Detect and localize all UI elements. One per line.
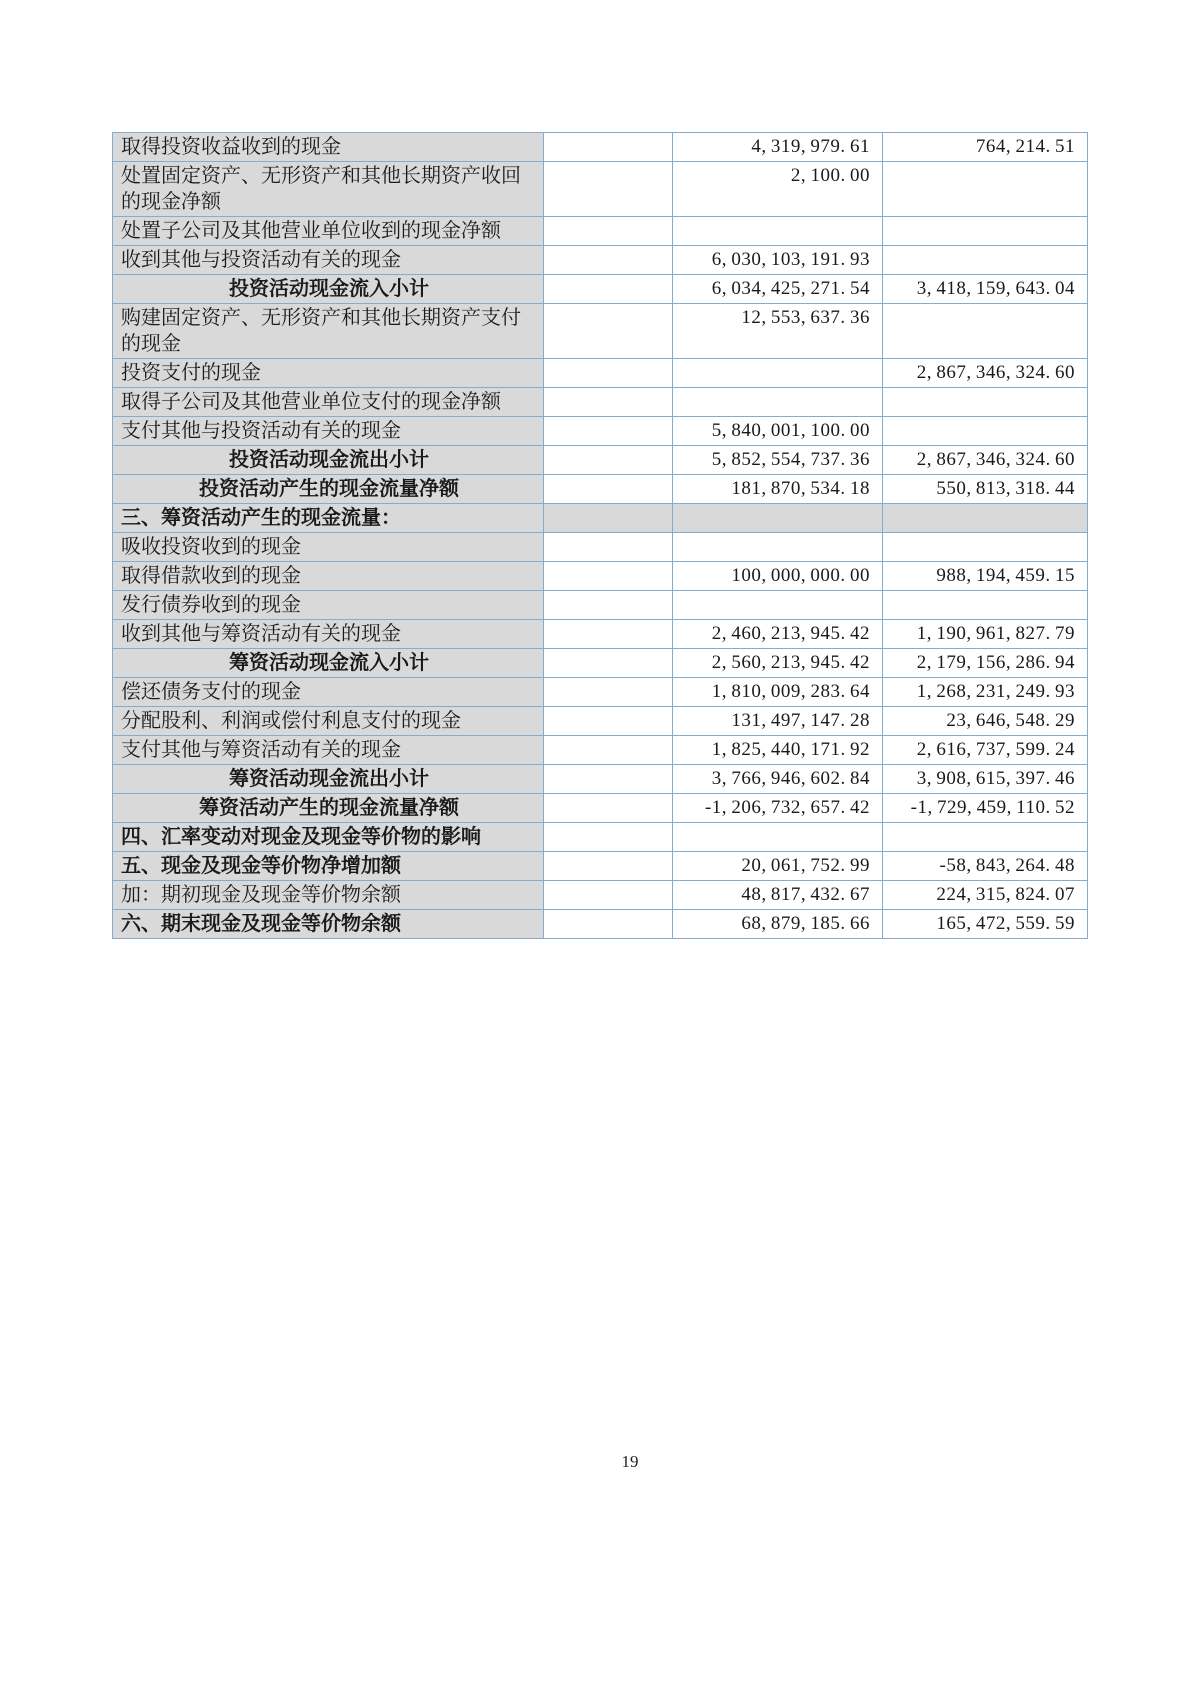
value-current-period: 2, 460, 213, 945. 42 bbox=[673, 620, 883, 649]
table-row bbox=[113, 881, 1088, 910]
value-prior-period: 2, 867, 346, 324. 60 bbox=[883, 446, 1088, 475]
blank-cell bbox=[544, 417, 673, 446]
value-current-period: 1, 825, 440, 171. 92 bbox=[673, 736, 883, 765]
row-label: 投资活动产生的现金流量净额 bbox=[113, 475, 544, 504]
value-current-period bbox=[673, 359, 883, 388]
value-current-period: 6, 030, 103, 191. 93 bbox=[673, 246, 883, 275]
value-current-period: 12, 553, 637. 36 bbox=[673, 304, 883, 359]
value-prior-period bbox=[883, 304, 1088, 359]
row-label: 取得借款收到的现金 bbox=[113, 562, 544, 591]
row-label: 四、汇率变动对现金及现金等价物的影响 bbox=[113, 823, 544, 852]
row-label: 处置子公司及其他营业单位收到的现金净额 bbox=[113, 217, 544, 246]
row-label: 取得子公司及其他营业单位支付的现金净额 bbox=[113, 388, 544, 417]
value-current-period: 48, 817, 432. 67 bbox=[673, 881, 883, 910]
value-prior-period: 550, 813, 318. 44 bbox=[883, 475, 1088, 504]
value-prior-period: 988, 194, 459. 15 bbox=[883, 562, 1088, 591]
row-label: 投资活动现金流入小计 bbox=[113, 275, 544, 304]
table-row bbox=[113, 246, 1088, 275]
row-label: 支付其他与投资活动有关的现金 bbox=[113, 417, 544, 446]
value-prior-period: 2, 616, 737, 599. 24 bbox=[883, 736, 1088, 765]
value-prior-period bbox=[883, 533, 1088, 562]
value-current-period: 5, 852, 554, 737. 36 bbox=[673, 446, 883, 475]
blank-cell bbox=[544, 388, 673, 417]
table-row bbox=[113, 910, 1088, 939]
blank-cell bbox=[544, 446, 673, 475]
table-row bbox=[113, 504, 1088, 533]
value-current-period: 131, 497, 147. 28 bbox=[673, 707, 883, 736]
table-row bbox=[113, 388, 1088, 417]
row-label: 五、现金及现金等价物净增加额 bbox=[113, 852, 544, 881]
blank-cell bbox=[544, 359, 673, 388]
value-current-period bbox=[673, 591, 883, 620]
value-prior-period bbox=[883, 591, 1088, 620]
blank-cell bbox=[544, 852, 673, 881]
table-row bbox=[113, 707, 1088, 736]
table-row bbox=[113, 275, 1088, 304]
page-number: 19 bbox=[621, 1452, 639, 1471]
table-row bbox=[113, 133, 1088, 162]
row-label: 处置固定资产、无形资产和其他长期资产收回的现金净额 bbox=[113, 162, 544, 217]
value-prior-period bbox=[883, 388, 1088, 417]
row-label: 发行债券收到的现金 bbox=[113, 591, 544, 620]
cash-flow-table bbox=[112, 132, 1088, 939]
row-label: 收到其他与筹资活动有关的现金 bbox=[113, 620, 544, 649]
value-current-period: 181, 870, 534. 18 bbox=[673, 475, 883, 504]
blank-cell bbox=[544, 475, 673, 504]
row-label: 三、筹资活动产生的现金流量： bbox=[113, 504, 544, 533]
value-current-period: 1, 810, 009, 283. 64 bbox=[673, 678, 883, 707]
value-prior-period: 764, 214. 51 bbox=[883, 133, 1088, 162]
table-row bbox=[113, 162, 1088, 217]
blank-cell bbox=[544, 910, 673, 939]
value-prior-period bbox=[883, 504, 1088, 533]
blank-cell bbox=[544, 794, 673, 823]
blank-cell bbox=[544, 649, 673, 678]
row-label: 加：期初现金及现金等价物余额 bbox=[113, 881, 544, 910]
row-label: 偿还债务支付的现金 bbox=[113, 678, 544, 707]
value-current-period: 3, 766, 946, 602. 84 bbox=[673, 765, 883, 794]
table-row bbox=[113, 649, 1088, 678]
value-prior-period: 3, 418, 159, 643. 04 bbox=[883, 275, 1088, 304]
table-row bbox=[113, 678, 1088, 707]
row-label: 吸收投资收到的现金 bbox=[113, 533, 544, 562]
value-prior-period: 2, 867, 346, 324. 60 bbox=[883, 359, 1088, 388]
value-prior-period bbox=[883, 823, 1088, 852]
value-prior-period bbox=[883, 162, 1088, 217]
table-row bbox=[113, 736, 1088, 765]
value-prior-period: 23, 646, 548. 29 bbox=[883, 707, 1088, 736]
blank-cell bbox=[544, 162, 673, 217]
value-prior-period: 1, 190, 961, 827. 79 bbox=[883, 620, 1088, 649]
value-current-period: 5, 840, 001, 100. 00 bbox=[673, 417, 883, 446]
blank-cell bbox=[544, 881, 673, 910]
table-row bbox=[113, 823, 1088, 852]
table-row bbox=[113, 852, 1088, 881]
table-row bbox=[113, 304, 1088, 359]
row-label: 取得投资收益收到的现金 bbox=[113, 133, 544, 162]
blank-cell bbox=[544, 504, 673, 533]
table-row bbox=[113, 533, 1088, 562]
table-row bbox=[113, 446, 1088, 475]
value-prior-period: 1, 268, 231, 249. 93 bbox=[883, 678, 1088, 707]
blank-cell bbox=[544, 275, 673, 304]
value-current-period bbox=[673, 533, 883, 562]
value-current-period: 6, 034, 425, 271. 54 bbox=[673, 275, 883, 304]
value-prior-period bbox=[883, 217, 1088, 246]
blank-cell bbox=[544, 823, 673, 852]
blank-cell bbox=[544, 533, 673, 562]
table-row bbox=[113, 765, 1088, 794]
value-current-period: 100, 000, 000. 00 bbox=[673, 562, 883, 591]
blank-cell bbox=[544, 246, 673, 275]
table-row bbox=[113, 475, 1088, 504]
blank-cell bbox=[544, 678, 673, 707]
blank-cell bbox=[544, 133, 673, 162]
row-label: 筹资活动现金流出小计 bbox=[113, 765, 544, 794]
blank-cell bbox=[544, 562, 673, 591]
value-current-period bbox=[673, 217, 883, 246]
table-row bbox=[113, 359, 1088, 388]
row-label: 筹资活动产生的现金流量净额 bbox=[113, 794, 544, 823]
blank-cell bbox=[544, 217, 673, 246]
table-body bbox=[113, 133, 1088, 939]
table-row bbox=[113, 417, 1088, 446]
value-prior-period: -1, 729, 459, 110. 52 bbox=[883, 794, 1088, 823]
blank-cell bbox=[544, 620, 673, 649]
blank-cell bbox=[544, 765, 673, 794]
blank-cell bbox=[544, 736, 673, 765]
row-label: 投资活动现金流出小计 bbox=[113, 446, 544, 475]
row-label: 支付其他与筹资活动有关的现金 bbox=[113, 736, 544, 765]
value-prior-period: -58, 843, 264. 48 bbox=[883, 852, 1088, 881]
value-prior-period: 3, 908, 615, 397. 46 bbox=[883, 765, 1088, 794]
value-prior-period: 2, 179, 156, 286. 94 bbox=[883, 649, 1088, 678]
row-label: 分配股利、利润或偿付利息支付的现金 bbox=[113, 707, 544, 736]
value-current-period: 2, 100. 00 bbox=[673, 162, 883, 217]
value-current-period: -1, 206, 732, 657. 42 bbox=[673, 794, 883, 823]
table-row bbox=[113, 794, 1088, 823]
value-current-period: 4, 319, 979. 61 bbox=[673, 133, 883, 162]
value-prior-period: 224, 315, 824. 07 bbox=[883, 881, 1088, 910]
table-row bbox=[113, 620, 1088, 649]
table-row bbox=[113, 562, 1088, 591]
row-label: 投资支付的现金 bbox=[113, 359, 544, 388]
value-current-period: 20, 061, 752. 99 bbox=[673, 852, 883, 881]
value-current-period bbox=[673, 823, 883, 852]
row-label: 购建固定资产、无形资产和其他长期资产支付的现金 bbox=[113, 304, 544, 359]
table-row bbox=[113, 591, 1088, 620]
blank-cell bbox=[544, 707, 673, 736]
blank-cell bbox=[544, 304, 673, 359]
row-label: 六、期末现金及现金等价物余额 bbox=[113, 910, 544, 939]
value-current-period: 2, 560, 213, 945. 42 bbox=[673, 649, 883, 678]
value-current-period: 68, 879, 185. 66 bbox=[673, 910, 883, 939]
value-prior-period: 165, 472, 559. 59 bbox=[883, 910, 1088, 939]
value-prior-period bbox=[883, 246, 1088, 275]
value-prior-period bbox=[883, 417, 1088, 446]
value-current-period bbox=[673, 388, 883, 417]
row-label: 收到其他与投资活动有关的现金 bbox=[113, 246, 544, 275]
row-label: 筹资活动现金流入小计 bbox=[113, 649, 544, 678]
blank-cell bbox=[544, 591, 673, 620]
table-row bbox=[113, 217, 1088, 246]
value-current-period bbox=[673, 504, 883, 533]
